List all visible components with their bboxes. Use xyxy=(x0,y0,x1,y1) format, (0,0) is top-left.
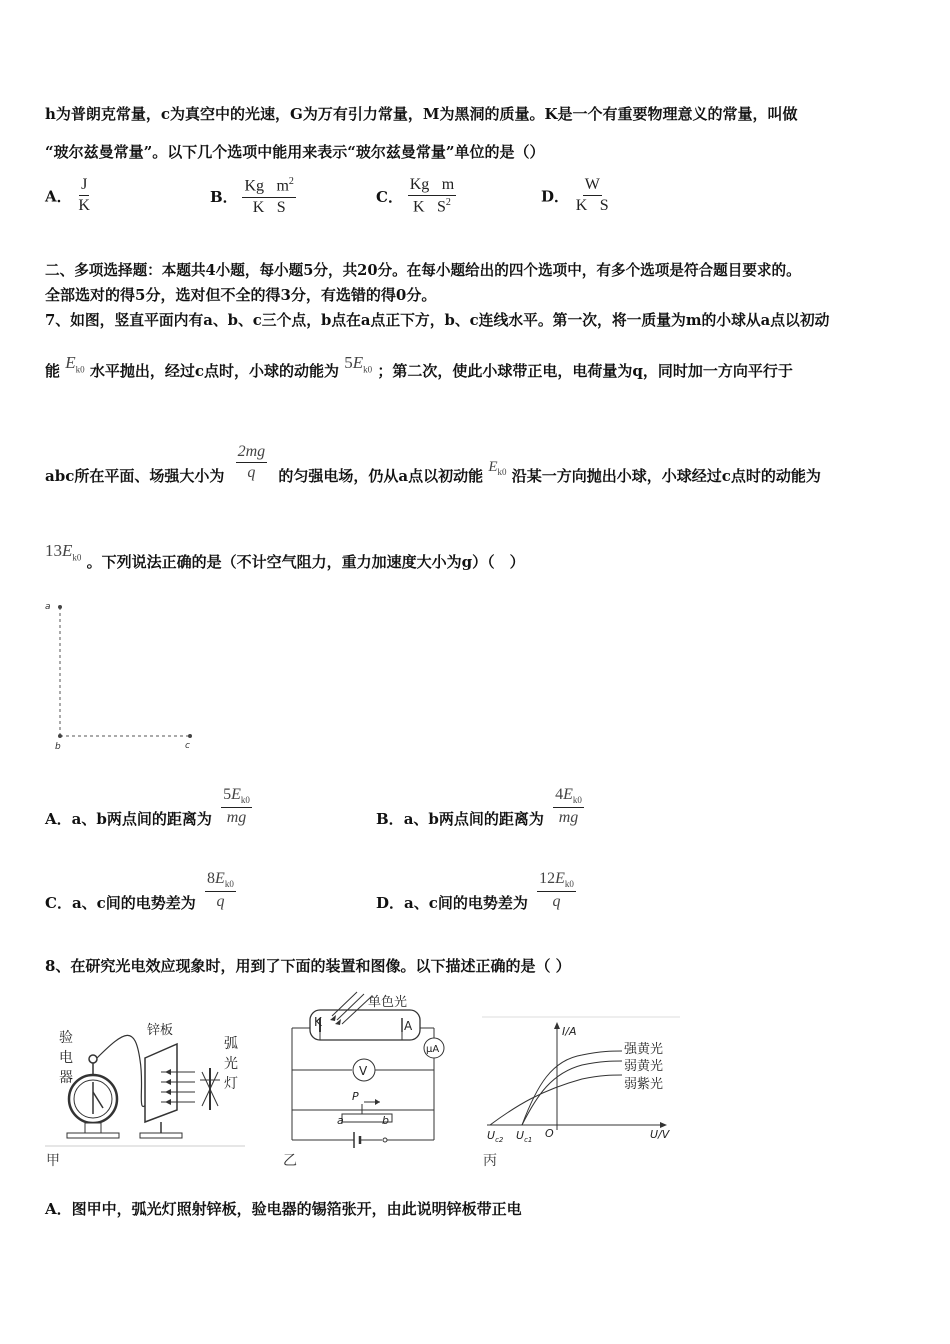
fraction-denominator: K xyxy=(78,197,90,215)
slider-p-label: P xyxy=(352,1090,359,1103)
q7-text: ；第二次，使此小球带正电，电荷量为q，同时加一方向平行于 xyxy=(377,362,793,380)
q7-option-b[interactable] xyxy=(376,786,584,827)
q7-text: 的匀强电场，仍从a点以初动能 xyxy=(278,466,484,485)
point-b xyxy=(58,734,62,738)
q7-line1: 7、如图，竖直平面内有a、b、c三个点，b点在a点正下方，b、c连线水平。第一次，将一质量为m的小球从a点以初动 xyxy=(45,312,830,329)
legend-weak-yellow: 弱黄光 xyxy=(624,1059,664,1074)
option-text: a、c间的电势差为 xyxy=(404,894,528,913)
q6-option-b[interactable] xyxy=(210,176,296,217)
uc1-label: $U_{c1}$ xyxy=(516,1129,533,1144)
q6-option-d[interactable] xyxy=(541,176,611,216)
q7-line3 xyxy=(45,443,821,483)
connecting-wire xyxy=(97,1035,150,1106)
fraction-denominator: q xyxy=(247,464,256,482)
figure-yi xyxy=(282,990,452,1150)
electroscope-char-1: 验 xyxy=(59,1030,73,1046)
q6-option-a[interactable] xyxy=(45,176,92,216)
option-text: a、b两点间的距离为 xyxy=(403,810,544,829)
ek0-expression: $5E_{k0}$ xyxy=(344,353,373,375)
q7-option-c[interactable] xyxy=(45,870,236,911)
q6-line1: h为普朗克常量，c为真空中的光速，G为万有引力常量，M为黑洞的质量。K是一个有重要物理意义的常量，叫做 xyxy=(45,105,798,123)
electroscope-base xyxy=(67,1133,119,1138)
electroscope-char-2: 电 xyxy=(59,1050,73,1066)
ek0-expression: $13E_{k0}$ xyxy=(45,541,82,563)
q6-line2: “玻尔兹曼常量”。以下几个选项中能用来表示“玻尔兹曼常量”单位的是（） xyxy=(45,143,545,161)
zinc-plate xyxy=(145,1044,177,1122)
arc-lamp-char-1: 弧 xyxy=(224,1036,238,1052)
figure-jia-caption: 甲 xyxy=(46,1153,60,1169)
q7-text: 水平抛出，经过c点时，小球的动能为 xyxy=(89,362,340,380)
unit-fraction xyxy=(408,176,456,217)
q7-text: 沿某一方向抛出小球，小球经过c点时的动能为 xyxy=(511,466,821,485)
y-axis-label: I/A xyxy=(562,1025,577,1038)
fraction-denominator: K⃞S xyxy=(413,198,446,216)
terminal-b-label: b xyxy=(382,1114,389,1127)
exponent: 2 xyxy=(288,176,294,187)
section2-heading: 二、多项选择题：本题共4小题，每小题5分，共20分。在每小题给出的四个选项中，有多个选项是符合题目要求的。 xyxy=(45,262,801,279)
unit-fraction xyxy=(76,176,92,216)
arc-lamp-char-3: 灯 xyxy=(224,1076,238,1092)
monochromatic-light-label: 单色光 xyxy=(368,995,408,1010)
fraction-denominator: K⃞S xyxy=(252,198,286,216)
option-label: B． xyxy=(376,810,404,829)
terminal-a-label: a xyxy=(337,1114,344,1127)
exponent: 2 xyxy=(445,197,451,209)
option-label: D． xyxy=(376,894,405,913)
ek0-symbol: $E_{k0}$ xyxy=(488,458,507,477)
figure-jia xyxy=(45,1010,245,1160)
q7-line4 xyxy=(45,541,525,571)
q8-line1: 8、在研究光电效应现象时，用到了下面的装置和图像。以下描述正确的是（ ） xyxy=(45,957,571,975)
q7-text: abc所在平面、场强大小为 xyxy=(45,466,225,485)
q8-option-a[interactable]: A．图甲中，弧光灯照射锌板，验电器的锡箔张开，由此说明锌板带正电 xyxy=(45,1200,522,1218)
label-b: b xyxy=(55,742,61,752)
fraction-denominator: mg xyxy=(558,808,579,826)
section2-scoring: 全部选对的得5分，选对但不全的得3分，有选错的得0分。 xyxy=(45,286,437,304)
microammeter-label: μA xyxy=(426,1044,440,1055)
switch xyxy=(383,1138,387,1142)
fraction-denominator: q xyxy=(552,892,561,910)
q7-diagram xyxy=(40,598,210,758)
option-fraction: $\frac{5E_{k0}}{mg}$ xyxy=(223,786,250,826)
origin-label: O xyxy=(545,1127,554,1140)
fraction-numerator: J xyxy=(79,176,89,196)
field-fraction xyxy=(236,443,268,483)
electroscope-ball xyxy=(89,1055,97,1063)
voltmeter-label: V xyxy=(359,1064,368,1078)
electroscope-char-3: 器 xyxy=(59,1070,73,1086)
curve-weak-violet xyxy=(490,1075,622,1125)
foil-leaf xyxy=(93,1092,103,1108)
zinc-plate-label: 锌板 xyxy=(147,1023,174,1038)
x-axis-label: U/V xyxy=(650,1128,670,1141)
plate-stand xyxy=(140,1133,182,1138)
fraction-denominator: mg xyxy=(226,808,247,826)
q7-text: 。下列说法正确的是（不计空气阻力，重力加速度大小为g）（ ） xyxy=(86,553,525,571)
curve-strong-yellow xyxy=(522,1051,622,1125)
fraction-denominator: K⃞S xyxy=(575,197,609,215)
option-label: A． xyxy=(45,187,72,206)
option-label: B． xyxy=(210,188,238,207)
option-fraction: $\frac{12E_{k0}}{q}$ xyxy=(539,870,574,910)
point-c xyxy=(188,734,192,738)
option-label: C． xyxy=(376,188,403,207)
option-fraction: $\frac{8E_{k0}}{q}$ xyxy=(207,870,234,910)
figure-bing-caption: 丙 xyxy=(483,1153,497,1169)
uc2-label: $U_{c2}$ xyxy=(487,1129,504,1144)
arc-lamp-char-2: 光 xyxy=(224,1056,238,1072)
q7-option-a[interactable] xyxy=(45,786,252,827)
option-text: a、c间的电势差为 xyxy=(71,894,196,913)
ek0-symbol: $E_{k0}$ xyxy=(65,353,85,375)
legend-weak-violet: 弱紫光 xyxy=(624,1077,664,1092)
unit-fraction xyxy=(242,176,295,217)
q7-option-d[interactable] xyxy=(376,870,576,911)
option-label: C． xyxy=(45,894,72,913)
unit-fraction xyxy=(574,176,611,216)
q7-text: 能 xyxy=(45,362,61,380)
fraction-numerator: Kg⃞m xyxy=(244,177,289,195)
figure-yi-caption: 乙 xyxy=(283,1153,297,1169)
label-c: c xyxy=(185,741,190,751)
point-a xyxy=(58,605,62,609)
label-a: A xyxy=(404,1019,413,1033)
figure-bing xyxy=(482,1015,682,1145)
curve-weak-yellow xyxy=(522,1061,622,1125)
fraction-denominator: q xyxy=(216,892,225,910)
fraction-numerator: W xyxy=(583,176,602,196)
option-fraction: $\frac{4E_{k0}}{mg}$ xyxy=(555,786,582,826)
q7-line2 xyxy=(45,353,793,382)
legend-strong-yellow: 强黄光 xyxy=(624,1042,664,1057)
option-text: a、b两点间的距离为 xyxy=(71,810,212,829)
option-label: A． xyxy=(45,810,72,829)
fraction-numerator: Kg⃞m xyxy=(408,176,456,196)
fraction-numerator: 2mg xyxy=(236,443,268,463)
label-k: K xyxy=(314,1015,322,1029)
option-label: D． xyxy=(541,187,570,206)
label-a: a xyxy=(45,602,51,612)
q6-option-c[interactable] xyxy=(376,176,456,217)
